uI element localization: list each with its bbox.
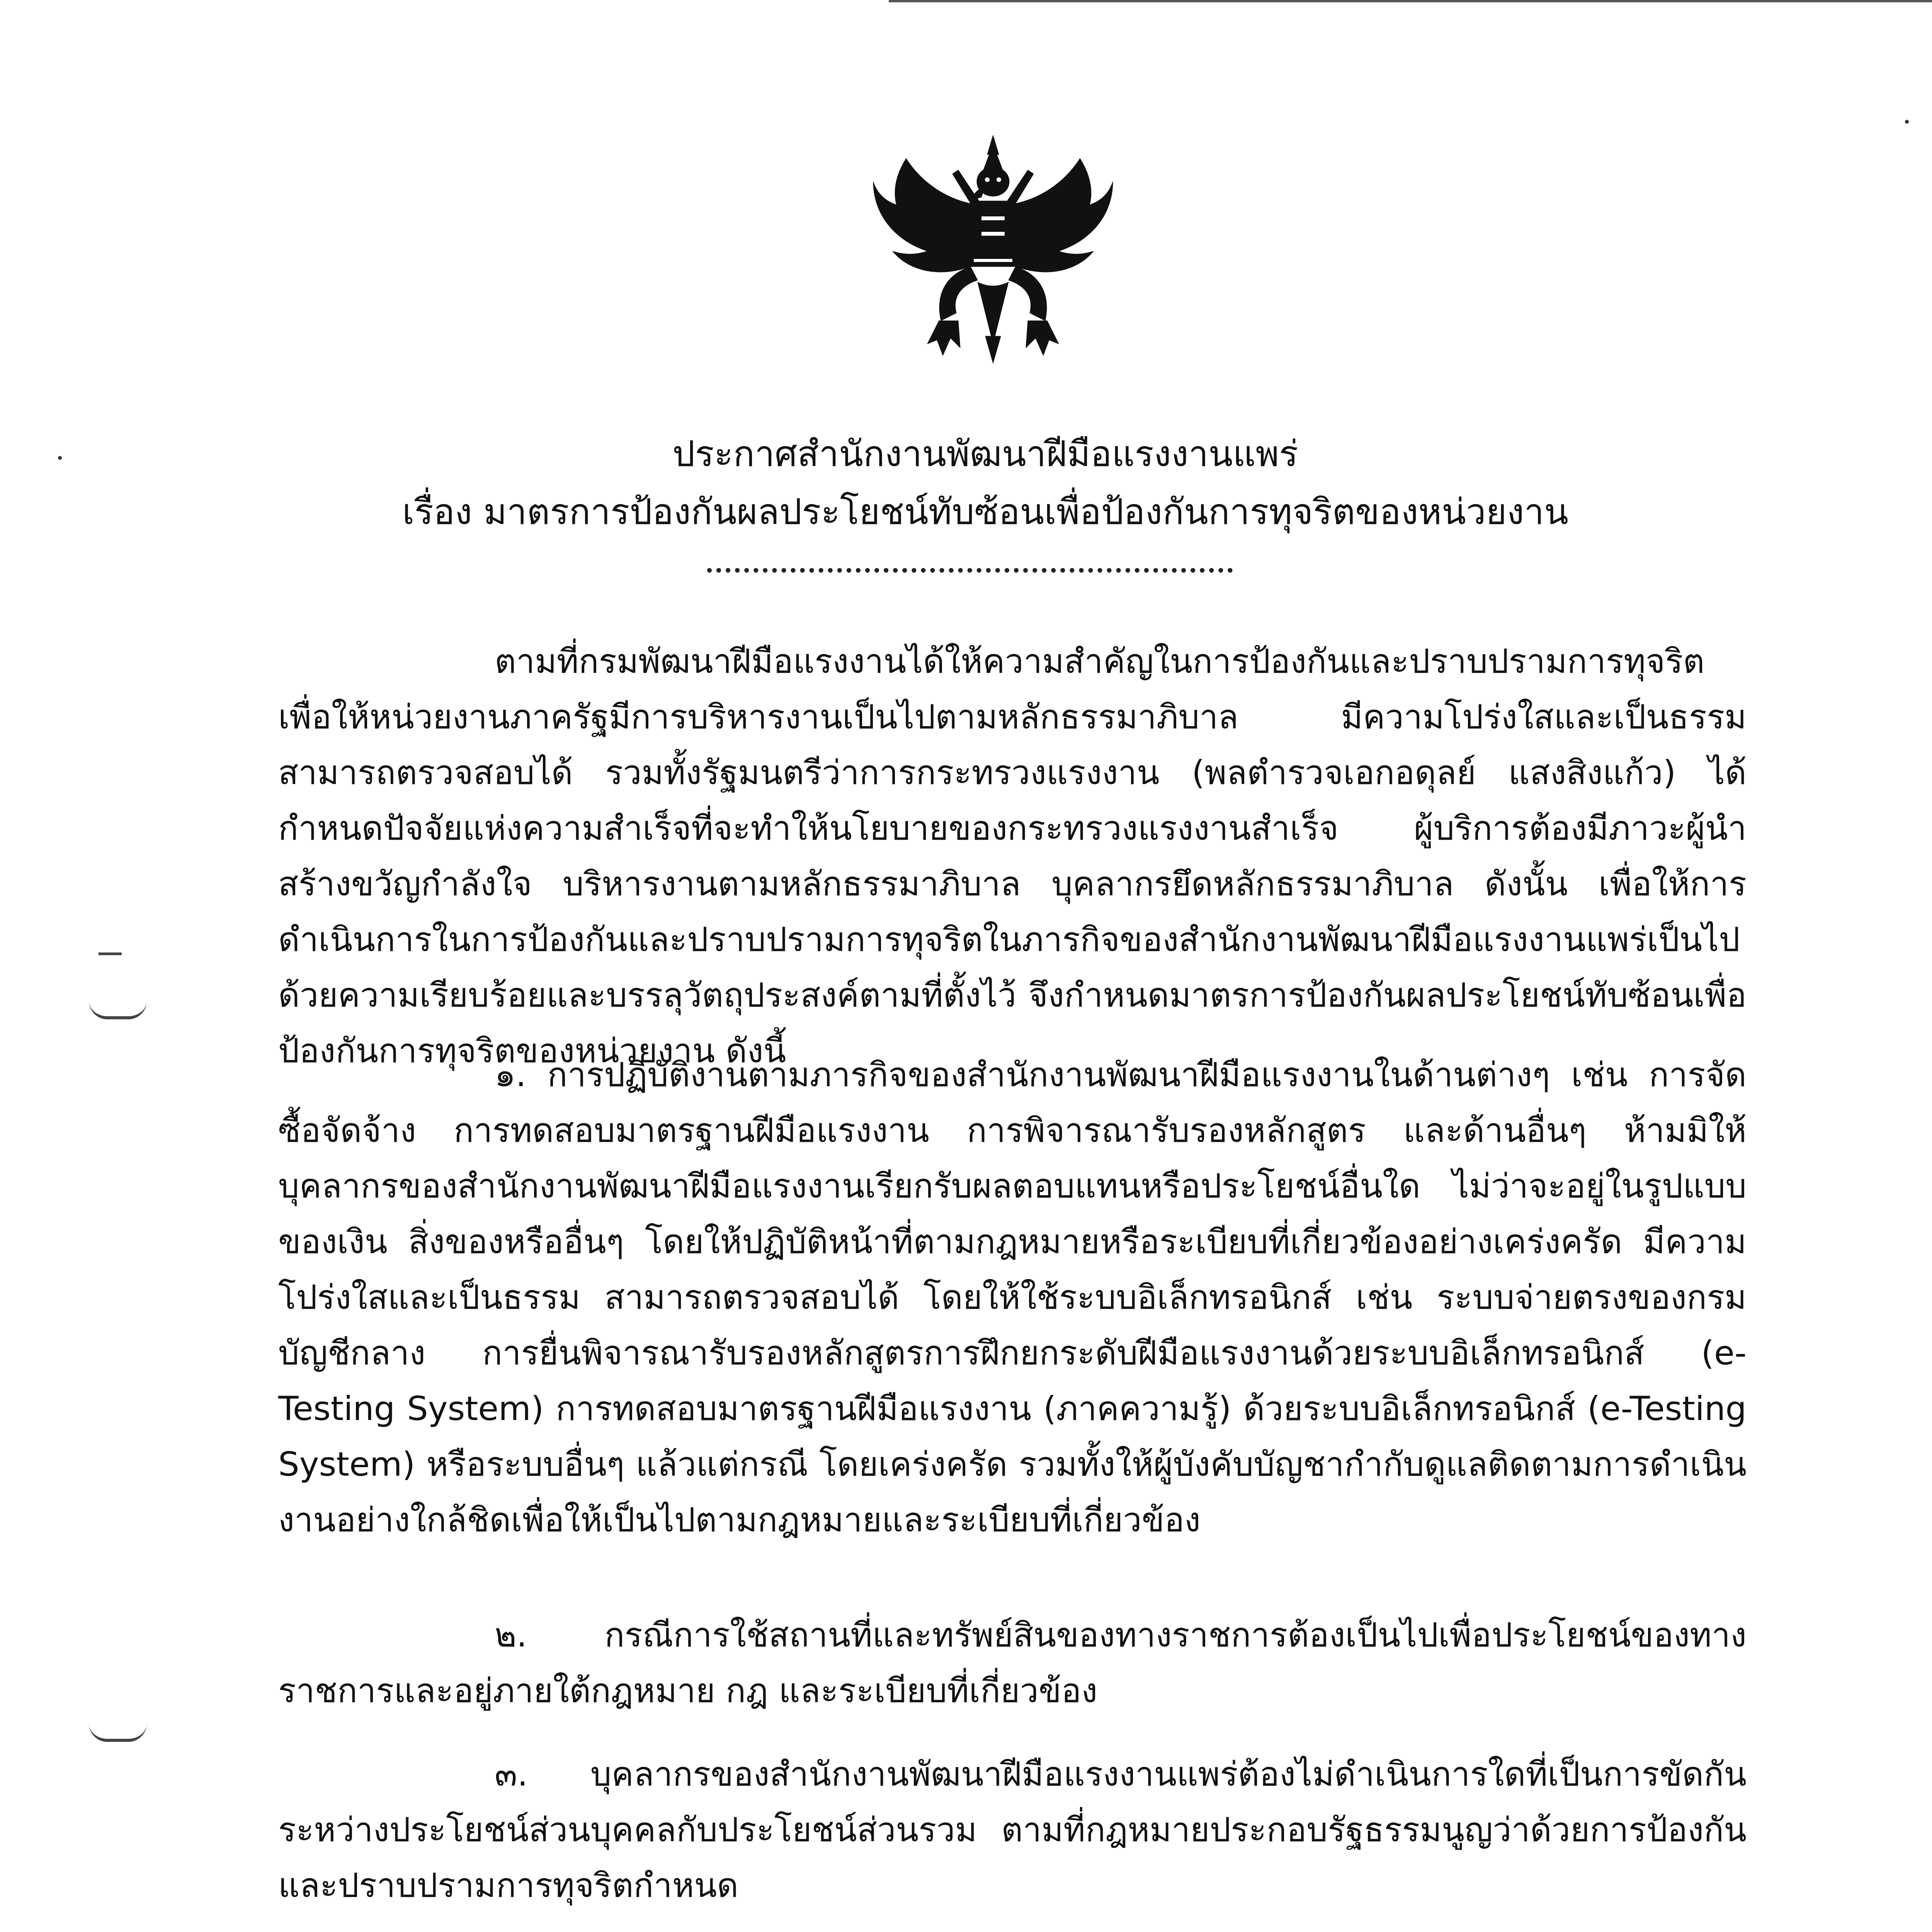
- garuda-emblem-icon: [869, 128, 1117, 375]
- announcement-title: ประกาศสำนักงานพัฒนาฝีมือแรงงานแพร่: [672, 433, 1298, 474]
- item-1-paragraph: [278, 1047, 1747, 1548]
- dotted-separator: [707, 568, 1233, 573]
- scan-dash-mark: [99, 952, 122, 955]
- announcement-subject: เรื่อง มาตรการป้องกันผลประโยชน์ทับซ้อนเพื่อป้องกันการทุจริตของหน่วยงาน: [402, 491, 1569, 532]
- intro-paragraph: [278, 634, 1747, 1079]
- item-2-text: ๒. กรณีการใช้สถานที่และทรัพย์สินของทางราชการต้องเป็นไปเพื่อประโยชน์ของทางราชการและอยู่ภายใต้กฎหมาย กฎ และระเบียบที่เกี่ยวข้อง: [278, 1616, 1747, 1710]
- item-3-paragraph: [278, 1747, 1747, 1913]
- scan-speck: [1905, 120, 1909, 124]
- punch-hole-mark: [89, 1723, 147, 1742]
- item-1-text: ๑. การปฏิบัติงานตามภารกิจของสำนักงานพัฒนาฝีมือแรงงานในด้านต่างๆ เช่น การจัดซื้อจัดจ้าง การทดสอบมาตรฐานฝีมือแรงงาน การพิจารณารับรองหลักสูตร และด้านอื่นๆ ห้ามมิให้บุคลากรของสำนักงานพัฒนาฝีมือแรงงานเรียกรับผลตอบแทนหรือประโยชน์อื่นใด ไม่ว่าจะอยู่ในรูปแบบของเงิน สิ่งของหรืออื่นๆ โดยให้ปฏิบัติหน้าที่ตามกฎหมายหรือระเบียบที่เกี่ยวข้องอย่างเคร่งครัด มีความโปร่งใสและเป็นธรรม สามารถตรวจสอบได้ โดยให้ใช้ระบบอิเล็กทรอนิกส์ เช่น ระบบจ่ายตรงของกรมบัญชีกลาง การยื่นพิจารณารับรองหลักสูตรการฝึกยกระดับฝีมือแรงงานด้วยระบบอิเล็กทรอนิกส์ (e-Testing System) การทดสอบมาตรฐานฝีมือแรงงาน (ภาคความรู้) ด้วยระบบอิเล็กทรอนิกส์ (e-Testing System) หรือระบบอื่นๆ แล้วแต่กรณี โดยเคร่งครัด รวมทั้งให้ผู้บังคับบัญชากำกับดูแลติดตามการดำเนินงานอย่างใกล้ชิดเพื่อให้เป็นไปตามกฎหมายและระเบียบที่เกี่ยวข้อง: [278, 1056, 1747, 1539]
- punch-hole-mark: [89, 1001, 147, 1019]
- item-2-paragraph: [278, 1607, 1747, 1719]
- intro-text: ตามที่กรมพัฒนาฝีมือแรงงานได้ให้ความสำคัญในการป้องกันและปราบปรามการทุจริต เพื่อให้หน่วยงานภาครัฐมีการบริหารงานเป็นไปตามหลักธรรมาภิบาล มีความโปร่งใสและเป็นธรรม สามารถตรวจสอบได้ รวมทั้งรัฐมนตรีว่าการกระทรวงแรงงาน (พลตำรวจเอกอดุลย์ แสงสิงแก้ว) ได้กำหนดปัจจัยแห่งความสำเร็จที่จะทำให้นโยบายของกระทรวงแรงงานสำเร็จ ผู้บริการต้องมีภาวะผู้นำ สร้างขวัญกำลังใจ บริหารงานตามหลักธรรมาภิบาล บุคลากรยึดหลักธรรมาภิบาล ดังนั้น เพื่อให้การดำเนินการในการป้องกันและปราบปรามการทุจริตในภารกิจของสำนักงานพัฒนาฝีมือแรงงานแพร่เป็นไปด้วยความเรียบร้อยและบรรลุวัตถุประสงค์ตามที่ตั้งไว้ จึงกำหนดมาตรการป้องกันผลประโยชน์ทับซ้อนเพื่อป้องกันการทุจริตของหน่วยงาน ดังนี้: [278, 642, 1747, 1070]
- scan-top-edge: [889, 0, 1932, 2]
- item-3-text: ๓. บุคลากรของสำนักงานพัฒนาฝีมือแรงงานแพร่ต้องไม่ดำเนินการใดที่เป็นการขัดกันระหว่างประโยชน์ส่วนบุคคลกับประโยชน์ส่วนรวม ตามที่กฎหมายประกอบรัฐธรรมนูญว่าด้วยการป้องกันและปราบปรามการทุจริตกำหนด: [278, 1755, 1747, 1905]
